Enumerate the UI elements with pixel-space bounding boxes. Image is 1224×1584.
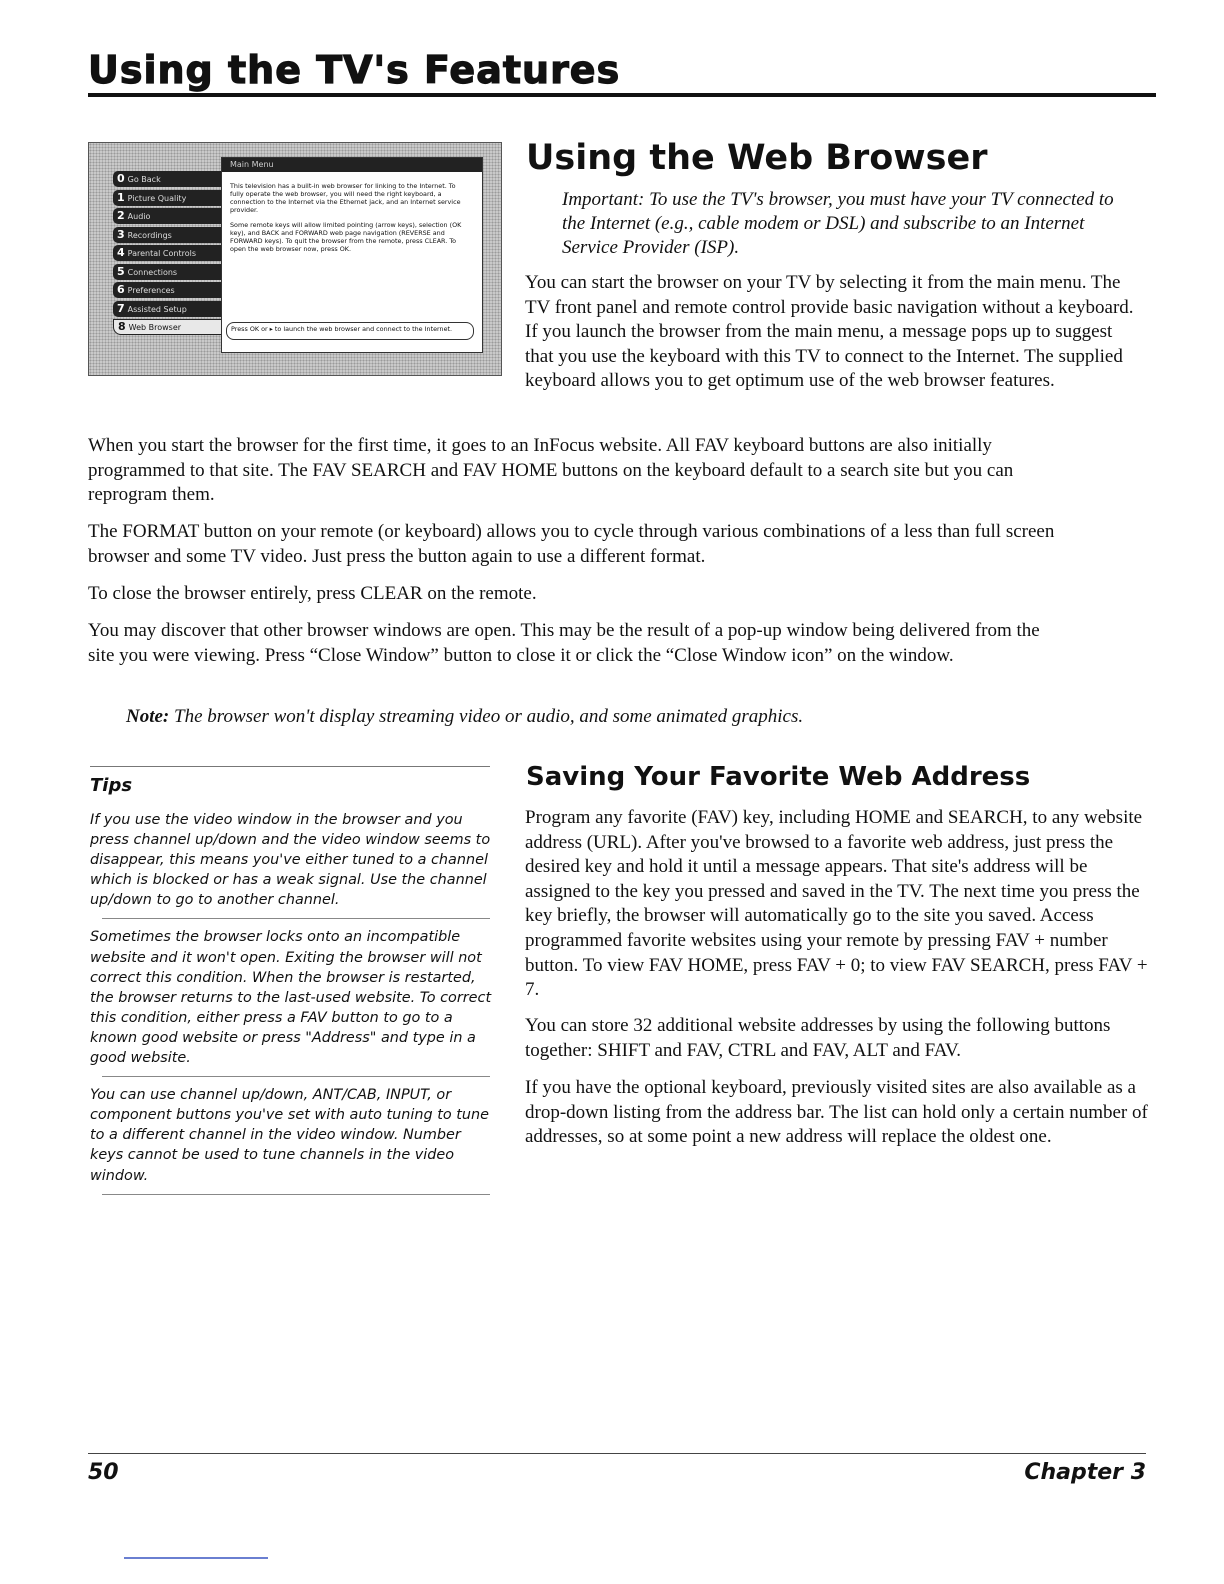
- tip-item: Sometimes the browser locks onto an incompatible website and it won't open. Exiting the browser will not correct this condition. When the browser is restarted, the browser returns to the last-used website. To correct this condition, either press a FAV button to go to a known good website or press "Address" and type in a good website.: [90, 929, 492, 1067]
- note-label: Note:: [126, 706, 170, 727]
- tips-top-rule: [90, 766, 490, 767]
- menu-item-assisted-setup: 7 Assisted Setup: [113, 301, 229, 317]
- main-menu-screenshot: [88, 142, 502, 376]
- paragraph-first-time: When you start the browser for the first time, it goes to an InFocus website. All FAV keyboard buttons are also initially programmed to that site. The FAV SEARCH and FAV HOME buttons on the keyboard default to a search site but you can reprogram them.: [88, 435, 1014, 506]
- dialog-paragraph-2: Some remote keys will allow limited pointing (arrow keys), selection (OK key), and BACK and FORWARD web page navigation (REVERSE and FORWARD keys). To quit the browser from the remote, press CLEAR. To open the web browser now, press OK.: [230, 221, 462, 253]
- dialog-footer: Press OK or ▸ to launch the web browser and connect to the Internet.: [226, 322, 474, 340]
- footer-rule: [88, 1453, 1146, 1454]
- important-notice: Important: To use the TV's browser, you must have your TV connected to the Internet (e.g., cable modem or DSL) and subscribe to an Internet Service Provider (ISP).: [562, 189, 1114, 258]
- paragraph-format-button: The FORMAT button on your remote (or keyboard) allows you to cycle through various combinations of a less than full screen browser and some TV video. Just press the button again to use a different format.: [88, 521, 1055, 567]
- tips-box: [88, 766, 498, 1203]
- tip-item: You can use channel up/down, ANT/CAB, INPUT, or component buttons you've set with auto tuning to tune to a different channel in the video window. Number keys cannot be used to tune channels in the video window.: [90, 1087, 489, 1184]
- header-rule: [88, 93, 1156, 97]
- menu-item-audio: 2 Audio: [113, 208, 229, 224]
- intro-paragraph: You can start the browser on your TV by selecting it from the main menu. The TV front panel and remote control provide basic navigation without a keyboard. If you launch the browser from the main menu, a message pops up to suggest that you use the keyboard with this TV to connect to the Internet. The supplied keyboard allows you to get optimum use of the web browser features.: [525, 272, 1134, 392]
- dialog-body: [230, 182, 462, 260]
- tip-divider: [102, 918, 490, 919]
- tips-title: Tips: [90, 775, 133, 796]
- main-menu-dialog: [221, 157, 483, 353]
- bottom-mark: [124, 1557, 268, 1559]
- tip-divider: [102, 1194, 490, 1195]
- tip-item: If you use the video window in the browser and you press channel up/down and the video window seems to disappear, this means you've either tuned to a channel which is blocked or has a weak signal. Use the channel up/down to go to another channel.: [90, 812, 491, 909]
- menu-item-web-browser: 8 Web Browser: [113, 319, 229, 335]
- menu-item-picture-quality: 1 Picture Quality: [113, 190, 229, 206]
- menu-item-preferences: 6 Preferences: [113, 282, 229, 298]
- tip-divider: [102, 1076, 490, 1077]
- note-text: The browser won't display streaming video or audio, and some animated graphics.: [174, 706, 804, 727]
- chapter-label: Chapter 3: [1024, 1460, 1146, 1485]
- dialog-paragraph-1: This television has a built-in web browser for linking to the Internet. To fully operate the web browser, you will need the right keyboard, a connection to the Internet via the Ethernet jack, and an Internet service provider.: [230, 182, 461, 214]
- menu-item-connections: 5 Connections: [113, 264, 229, 280]
- paragraph-store-addresses: You can store 32 additional website addresses by using the following buttons together: SHIFT and FAV, CTRL and FAV, ALT and FAV.: [525, 1015, 1111, 1061]
- section-title-favorite-address: Saving Your Favorite Web Address: [526, 762, 1031, 792]
- menu-item-parental-controls: 4 Parental Controls: [113, 245, 229, 261]
- main-menu-list: [113, 171, 229, 338]
- menu-item-go-back: 0 Go Back: [113, 171, 229, 187]
- paragraph-program-fav: Program any favorite (FAV) key, including HOME and SEARCH, to any website address (URL). After you've browsed to a favorite web address, just press the desired key and hold it until a message appears. That site's address will be assigned to the key you pressed and saved in the TV. The next time you press the key briefly, the browser will automatically go to the site you saved. Access programmed favorite websites using your remote by pressing FAV + number button. To view FAV HOME, press FAV + 0; to view FAV SEARCH, press FAV + 7.: [525, 807, 1148, 1001]
- dialog-title: Main Menu: [222, 158, 482, 172]
- note: [126, 706, 803, 728]
- section-title-web-browser: Using the Web Browser: [526, 138, 988, 178]
- page-header-title: Using the TV's Features: [88, 48, 621, 92]
- paragraph-other-windows: You may discover that other browser windows are open. This may be the result of a pop-up window being delivered from the site you were viewing. Press “Close Window” button to close it or click the “Close Window icon” on the window.: [88, 620, 1040, 666]
- paragraph-optional-keyboard: If you have the optional keyboard, previously visited sites are also available as a drop-down listing from the address bar. The list can hold only a certain number of addresses, so at some point a new address will replace the oldest one.: [525, 1077, 1148, 1148]
- paragraph-close-browser: To close the browser entirely, press CLEAR on the remote.: [88, 583, 537, 604]
- page-number: 50: [88, 1460, 119, 1485]
- menu-item-recordings: 3 Recordings: [113, 227, 229, 243]
